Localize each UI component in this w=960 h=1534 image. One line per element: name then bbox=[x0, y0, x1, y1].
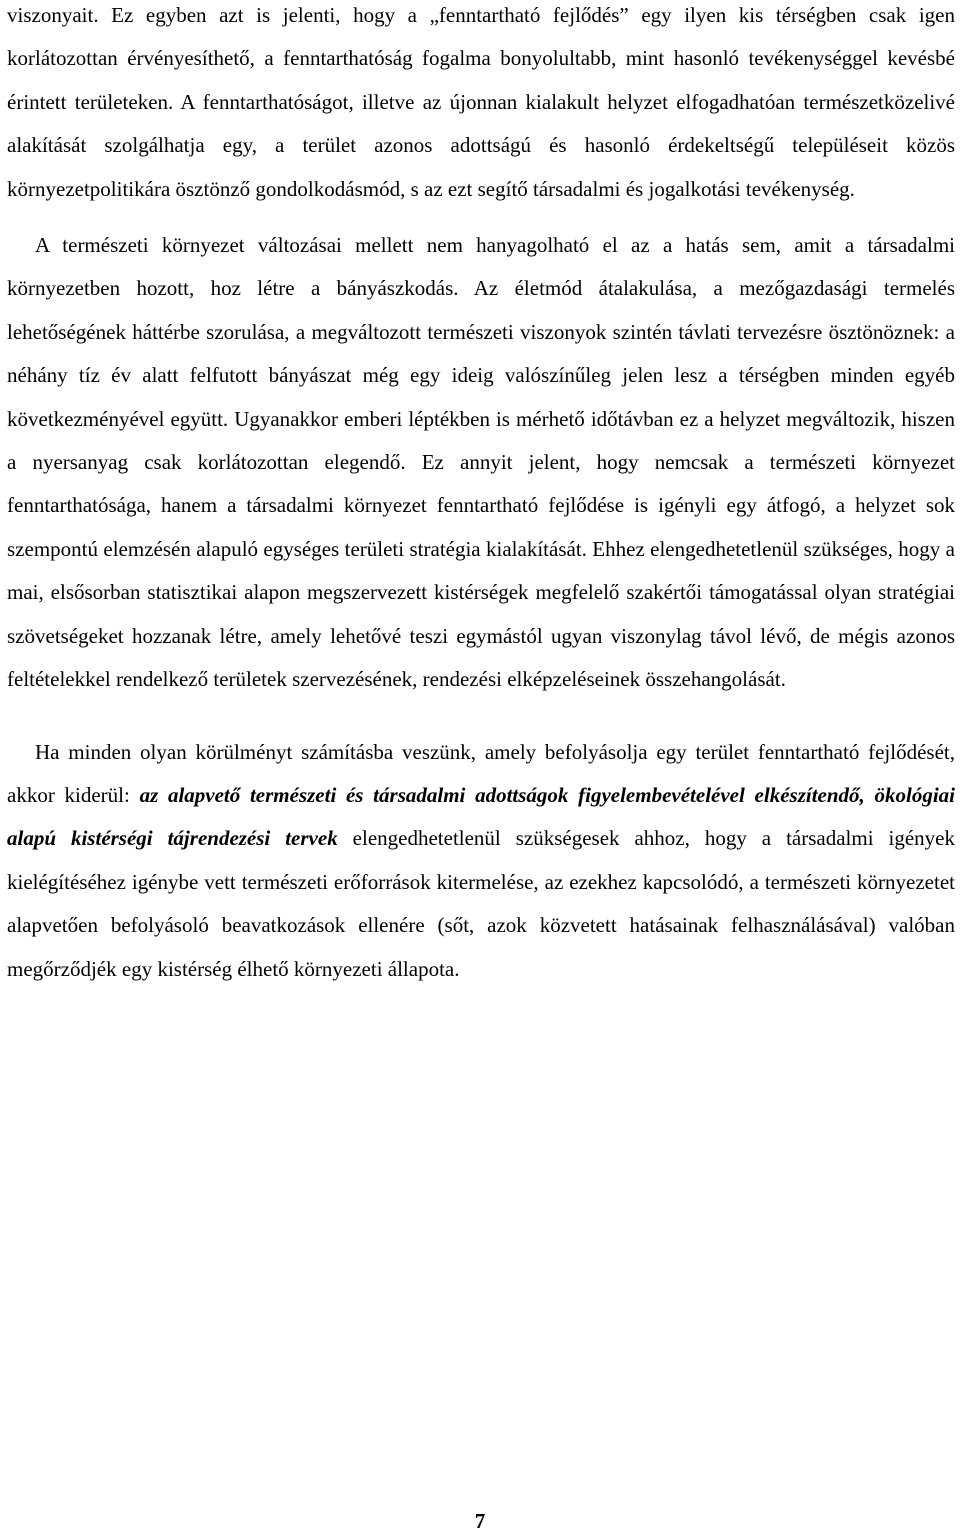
paragraph-3-emphasis: az alapvető természeti és társadalmi adottságok figyelembevételével elkészítendő, ökológiai alapú kistérségi tájrendezési tervek bbox=[7, 782, 955, 851]
document-page bbox=[7, 0, 955, 991]
paragraph-3-intro: Ha minden olyan körülményt számításba veszünk, amely befolyásolja egy terület fenntartható fejlődését, akkor kiderül: bbox=[7, 739, 955, 807]
paragraph-1: viszonyait. Ez egyben azt is jelenti, hogy a „fenntartható fejlődés” egy ilyen kis térségben csak igen korlátozottan érvényesíthető, a fenntarthatóság fogalma bonyolultabb, mint hasonló tevékenységgel kevésbé érintett területeken. A fenntarthatóságot, illetve az újonnan kialakult helyzet elfogadhatóan természetközelivé alakítását szolgálhatja egy, a terület azonos adottságú és hasonló érdekeltségű településeit közös környezetpolitikára ösztönző gondolkodásmód, s az ezt segítő társadalmi és jogalkotási tevékenység. bbox=[7, 3, 955, 201]
paragraph-3 bbox=[7, 731, 955, 991]
paragraph-2: A természeti környezet változásai mellett nem hanyagolható el az a hatás sem, amit a társadalmi környezetben hozott, hoz létre a bányászkodás. Az életmód átalakulása, a mezőgazdasági termelés lehetőségének háttérbe szorulása, a megváltozott természeti viszonyok szintén távlati tervezésre ösztönöznek: a néhány tíz év alatt felfutott bányászat még egy ideig valószínűleg jelen lesz a térségben minden egyéb következményével együtt. Ugyanakkor emberi léptékben is mérhető időtávban ez a helyzet megváltozik, hiszen a nyersanyag csak korlátozottan elegendő. Ez annyit jelent, hogy nemcsak a természeti környezet fenntarthatósága, hanem a társadalmi környezet fenntartható fejlődése is igényli egy átfogó, a helyzet sok szempontú elemzésén alapuló egységes területi stratégia kialakítását. Ehhez elengedhetetlenül szükséges, hogy a mai, elsősorban statisztikai alapon megszervezett kistérségek megfelelő szakértői támogatással olyan stratégiai szövetségeket hozzanak létre, amely lehetővé teszi egymástól ugyan viszonylag távol lévő, de mégis azonos feltételekkel rendelkező területek szervezésének, rendezési elképzeléseinek összehangolását. bbox=[7, 233, 955, 692]
paragraph-3-conclusion: elengedhetetlenül szükségesek ahhoz, hogy a társadalmi igények kielégítéséhez igénybe vett természeti erőforrások kitermelése, az ezekhez kapcsolódó, a természeti környezetet alapvetően befolyásoló beavatkozások ellenére (sőt, azok közvetett hatásainak felhasználásával) valóban megőrződjék egy kistérség élhető környezeti állapota. bbox=[7, 826, 955, 981]
page-number: 7 bbox=[474, 1509, 486, 1533]
